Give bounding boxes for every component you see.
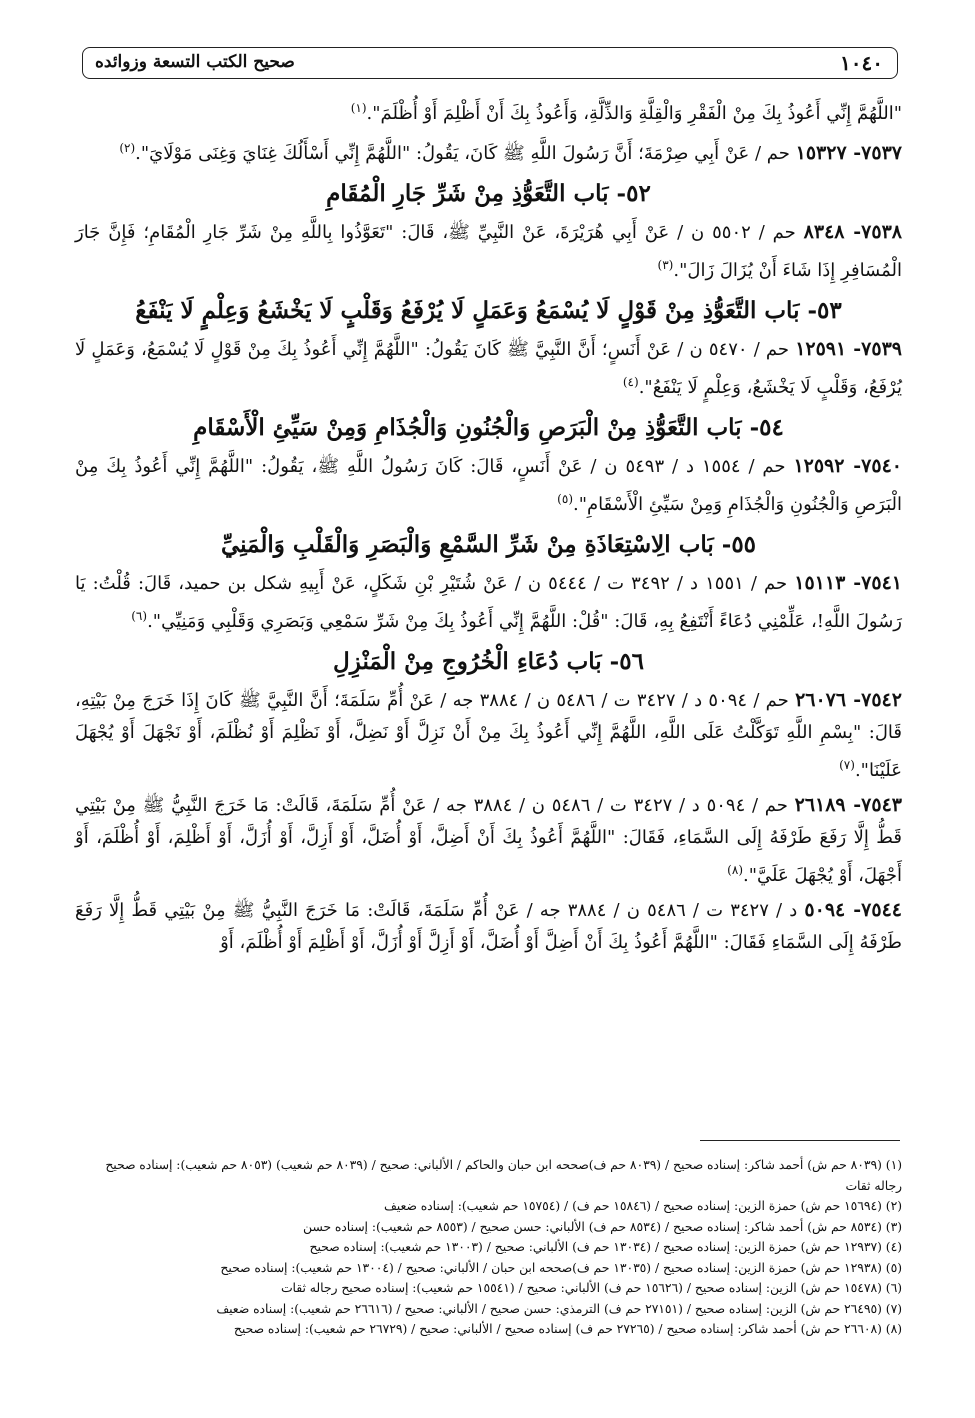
- hadith-text: حم / ٥٤٧٠ ن / عَنْ أَنَسٍ؛ أَنَّ النَّبِيَّ ﷺ كَانَ يَقُولُ: "اللَّهُمَّ إِنِّي أَعُوذُ بِكَ مِنْ قَوْلٍ لَا يُسْمَعُ، وَعَمَلٍ لَا يُرْفَعُ، وَقَلْبٍ لَا يَخْشَعُ، وَعِلْمٍ لَا يَنْفَعُ".: [75, 339, 902, 398]
- footnote-ref: (٧): [839, 758, 855, 772]
- footnote: (٥) (١٢٩٣٨ حم ش) حمزة الزين: إسناده صحيح / (١٣٠٣٥ حم ف)صححه ابن حبان / الألباني: صحيح / (١٣٠٠٤ حم شعيب): إسناده صحيح: [220, 1260, 902, 1275]
- chapter-heading-56: ٥٦- بَاب دُعَاءِ الْخُرُوجِ مِنْ الْمَنْزِلِ: [333, 648, 644, 675]
- hadith-7541: [75, 567, 902, 638]
- footnote-ref: (٤): [622, 375, 639, 389]
- main-text: [75, 92, 902, 961]
- chapter-heading-54: ٥٤- بَاب التَّعَوُّذِ مِنْ الْبَرَصِ وَالْجُنُونِ وَالْجُذَامِ وَمِنْ سَيِّئِ الْأَسْقَامِ: [193, 414, 784, 441]
- chapter-heading-55: ٥٥- بَاب الِاسْتِعَاذَةِ مِنْ شَرِّ السَّمْعِ وَالْبَصَرِ وَالْقَلْبِ وَالْمَنِيِّ: [220, 531, 757, 558]
- footnote: (١) (٨٠٣٩ حم ش) أحمد شاكر: إسناده صحيح / (٨٠٣٩ حم ف)صححه ابن حبان والحاكم / الألباني: صحيح / (٨٠٣٩ حم شعيب) (٨٠٥٣ حم شعيب): إسناده صحيح رجاله ثقات: [105, 1158, 902, 1193]
- footnotes: [75, 1155, 902, 1340]
- footnote: (٨) (٢٦٦٠٨ حم ش) أحمد شاكر: إسناده صحيح / (٢٧٢٦٥ حم ف) إسناده صحيح / الألباني: صحيح / (٢٦٧٢٩ حم شعيب): إسناده صحيح: [233, 1322, 902, 1336]
- hadith-number: ٧٥٤١- ١٥١١٣: [794, 572, 902, 594]
- footnote-ref: (٣): [657, 258, 674, 272]
- footnote-ref: (١): [350, 101, 367, 115]
- hadith-text: "اللَّهُمَّ إِنِّي أَعُوذُ بِكَ مِنْ الْفَقْرِ وَالْقِلَّةِ وَالذِّلَّةِ، وَأَعُوذُ بِكَ أَنْ أَظْلِمَ أَوْ أُظْلَمَ".: [366, 103, 902, 124]
- hadith-continuation: [75, 92, 902, 130]
- hadith-text: حم / عَنْ أَبِي صِرْمَةَ؛ أَنَّ رَسُولَ اللَّهِ ﷺ كَانَ، يَقُولُ: "اللَّهُمَّ إِنِّي أَسْأَلُكَ غِنَايَ وَغِنَى مَوْلَايَ".: [135, 143, 790, 164]
- footnote-ref: (٥): [557, 492, 573, 506]
- hadith-7544: [75, 894, 902, 959]
- page-number: ١٠٤٠: [840, 51, 883, 75]
- hadith-text: حم / ١٥٥٤ د / ٥٤٩٣ ن / عَنْ أَنَسٍ، قَالَ: كَانَ رَسُولُ اللَّهِ ﷺ، يَقُولُ: "اللَّهُمَّ إِنِّي أَعُوذُ بِكَ مِنْ الْبَرَصِ وَالْجُنُونِ وَالْجُذَامِ وَمِنْ سَيِّئِ الْأَسْقَامِ".: [75, 456, 902, 515]
- hadith-text: حم / ٥٠٩٤ د / ٣٤٢٧ ت / ٥٤٨٦ ن / ٣٨٨٤ جه / عَنْ أُمِّ سَلَمَةَ؛ أَنَّ النَّبِيَّ ﷺ كَانَ إِذَا خَرَجَ مِنْ بَيْتِهِ، قَالَ: "بِسْمِ اللَّهِ تَوَكَّلْتُ عَلَى اللَّهِ، اللَّهُمَّ إِنِّي أَعُوذُ بِكَ مِنْ أَنْ نَزِلَّ أَوْ نَضِلَّ، أَوْ نَظْلِمَ أَوْ نُظْلَمَ، أَوْ نَجْهَلَ أَوْ يُجْهَلَ عَلَيْنَا".: [75, 690, 902, 781]
- hadith-number: ٧٥٣٩- ١٢٥٩١: [795, 338, 902, 360]
- hadith-number: ٧٥٤٣- ٢٦١٨٩: [794, 794, 902, 816]
- hadith-number: ٧٥٣٨- ٨٣٤٨: [803, 221, 902, 243]
- footnote-ref: (٢): [119, 141, 136, 155]
- footnote: (٦) (١٥٤٧٨ حم ش) الزين: إسناده صحيح / (١٥٦٢٦ حم ف) الألباني: صحيح / (١٥٥٤١ حم شعيب): إسناده صحيح رجاله ثقات: [280, 1281, 902, 1295]
- footnote: (٣) (٨٥٣٤ حم ش) أحمد شاكر: إسناده صحيح / (٨٥٣٤ حم ف) الألباني: حسن صحيح / (٨٥٥٣ حم شعيب): إسناده حسن: [302, 1219, 902, 1234]
- hadith-number: ٧٥٤٢- ٢٦٠٧٦: [795, 689, 902, 711]
- footnote-divider: [700, 1140, 900, 1141]
- hadith-7540: [75, 450, 902, 521]
- chapter-heading-52: ٥٢- بَاب التَّعَوُّذِ مِنْ شَرِّ جَارِ الْمُقَامِ: [326, 180, 651, 207]
- hadith-7538: [75, 216, 902, 287]
- hadith-text: د / ٣٤٢٧ ت / ٥٤٨٦ ن / ٣٨٨٤ جه / عَنْ أُمِّ سَلَمَةَ، قَالَتْ: مَا خَرَجَ النَّبِيُّ ﷺ مِنْ بَيْتِي قَطُّ إِلَّا رَفَعَ طَرْفَهُ إِلَى السَّمَاءِ فَقَالَ: "اللَّهُمَّ أَعُوذُ بِكَ أَنْ أَضِلَّ أَوْ أُضَلَّ، أَوْ أَزِلَّ أَوْ أُزَلَّ، أَوْ أَظْلِمَ أَوْ أُظْلَمَ، أَوْ: [75, 900, 902, 953]
- hadith-text: حم / ١٥٥١ د / ٣٤٩٢ ت / ٥٤٤٤ ن / عَنْ شُتَيْرِ بْنِ شَكَلٍ، عَنْ أَبِيهِ شكل بن حميد، قَالَ: قُلْتُ: يَا رَسُولَ اللَّهِ!، عَلِّمْنِي دُعَاءً أَنْتَفِعُ بِهِ، قَالَ: "قُلْ: اللَّهُمَّ إِنِّي أَعُوذُ بِكَ مِنْ شَرِّ سَمْعِي وَبَصَرِي وَقَلْبِي وَمَنِيِّي".: [75, 573, 902, 632]
- running-header: [82, 47, 898, 79]
- footnote: (٤) (١٢٩٣٧ حم ش) حمزة الزين: إسناده صحيح / (١٣٠٣٤ حم ف) الألباني: صحيح / (١٣٠٠٣ حم شعيب): إسناده صحيح: [309, 1240, 902, 1254]
- hadith-number: ٧٥٤٠- ١٢٥٩٢: [793, 455, 902, 477]
- hadith-7537: [75, 132, 902, 170]
- book-title: صحيح الكتب التسعة وزوائده: [95, 52, 295, 72]
- hadith-7539: [75, 333, 902, 404]
- footnote-ref: (٦): [131, 609, 148, 623]
- footnote-ref: (٨): [727, 863, 743, 877]
- hadith-7542: [75, 684, 902, 787]
- footnote: (٧) (٢٦٤٩٥ حم ش) الزين: إسناده صحيح / (٢٧١٥١ حم ف) الترمذي: حسن صحيح / الألباني: صحيح / (٢٦٦١٦ حم شعيب): إسناده ضعيف: [216, 1301, 902, 1316]
- hadith-7543: [75, 789, 902, 892]
- footnote: (٢) (١٥٦٩٤ حم ش) حمزة الزين: إسناده صحيح / (١٥٨٤٦ حم ف) / (١٥٧٥٤ حم شعيب): إسناده ضعيف: [384, 1199, 902, 1213]
- chapter-heading-53: ٥٣- بَاب التَّعَوُّذِ مِنْ قَوْلٍ لَا يُسْمَعُ وَعَمَلٍ لَا يُرْفَعُ وَقَلْبٍ لَا يَخْشَعُ وَعِلْمٍ لَا يَنْفَعُ: [135, 297, 842, 324]
- hadith-text: حم / ٥٠٩٤ د / ٣٤٢٧ ت / ٥٤٨٦ ن / ٣٨٨٤ جه / عَنْ أُمِّ سَلَمَةَ، قَالَتْ: مَا خَرَجَ النَّبِيُّ ﷺ مِنْ بَيْتِي قَطُّ إِلَّا رَفَعَ طَرْفَهُ إِلَى السَّمَاءِ، فَقَالَ: "اللَّهُمَّ أَعُوذُ بِكَ أَنْ أَضِلَّ، أَوْ أُضَلَّ، أَوْ أَزِلَّ، أَوْ أُزَلَّ، أَوْ أَظْلِمَ، أَوْ أُظْلَمَ، أَوْ أَجْهَلَ، أَوْ يُجْهَلَ عَلَيَّ".: [75, 795, 902, 886]
- hadith-text: حم / ٥٥٠٢ ن / عَنْ أَبِي هُرَيْرَةَ، عَنْ النَّبِيِّ ﷺ، قَالَ: "تَعَوَّذُوا بِاللَّهِ مِنْ شَرِّ جَارِ الْمُقَامِ؛ فَإِنَّ جَارَ الْمُسَافِرِ إِذَا شَاءَ أَنْ يُزَالَ زَالَ".: [75, 222, 902, 281]
- hadith-number: ٧٥٤٤- ٥٠٩٤: [804, 899, 902, 921]
- hadith-number: ٧٥٣٧- ١٥٣٢٧: [795, 142, 902, 164]
